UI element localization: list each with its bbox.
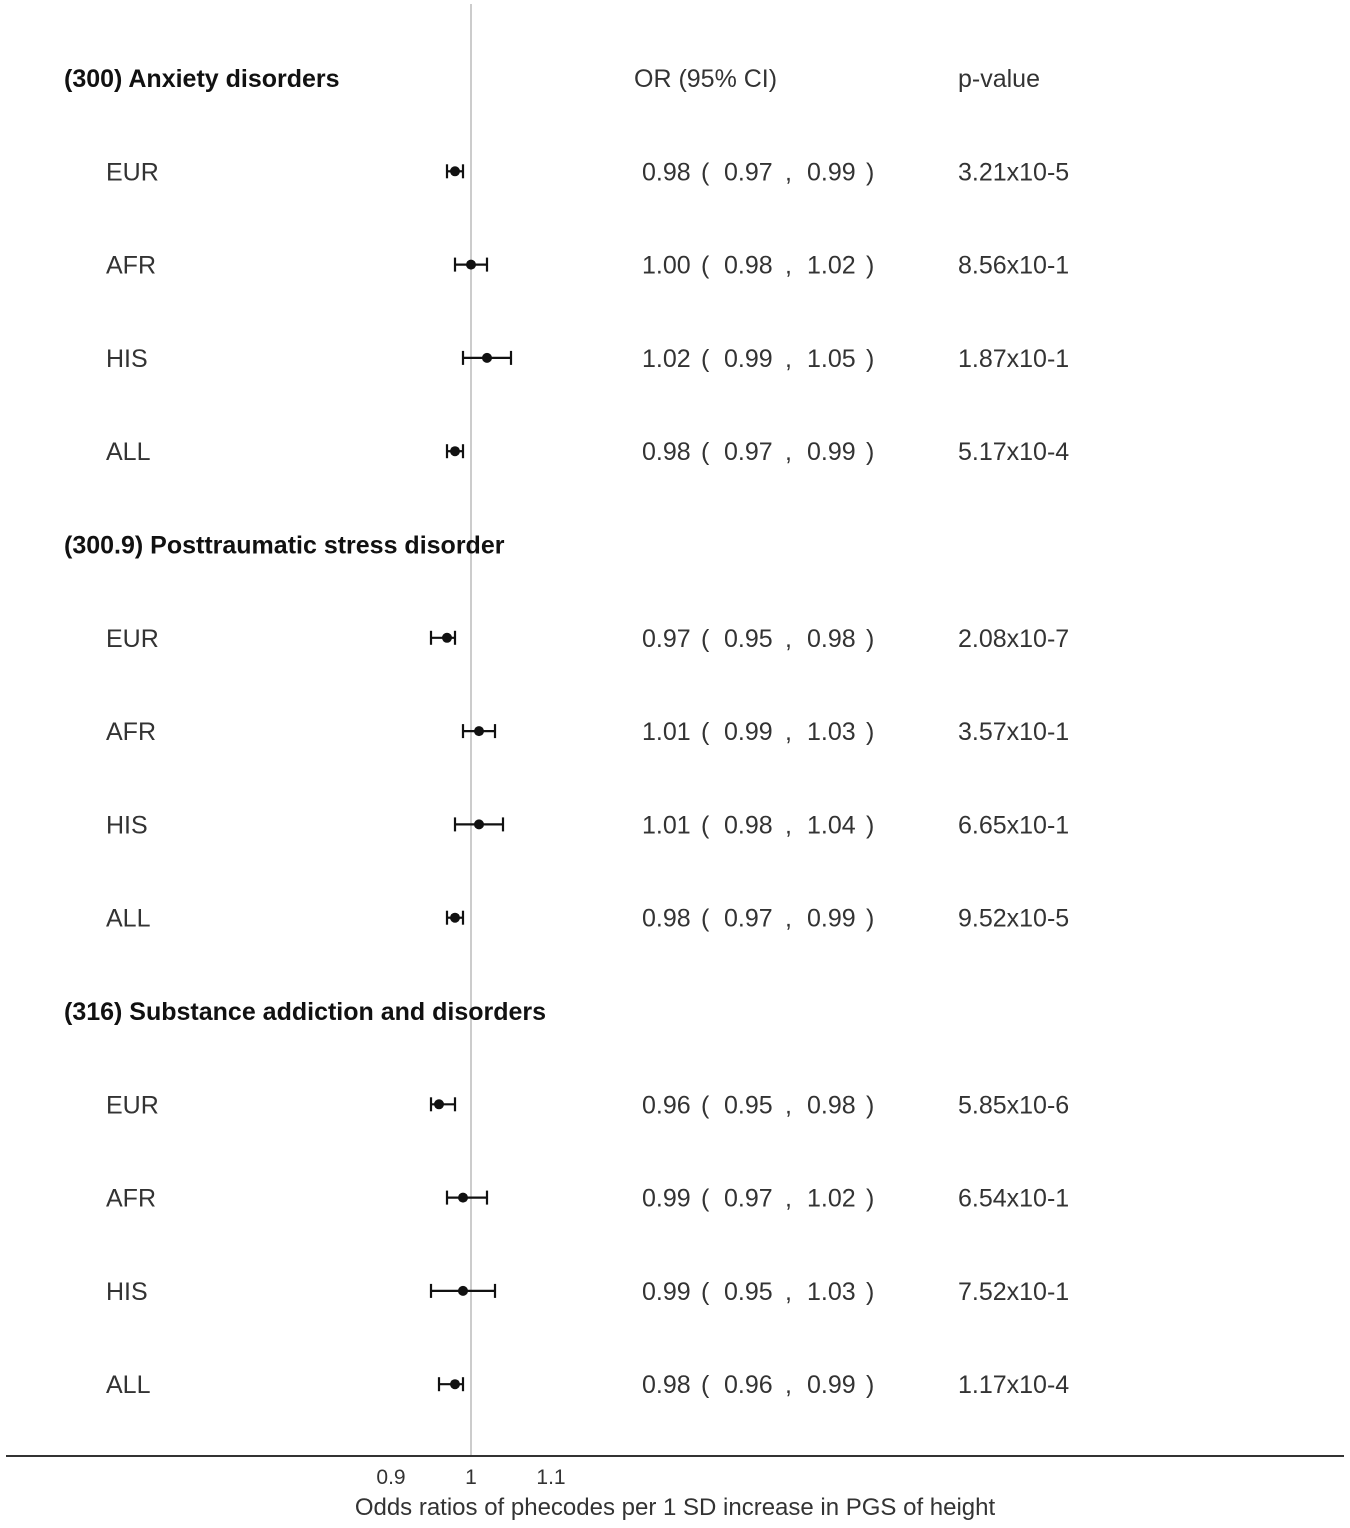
- ci-low-value: 0.98: [724, 811, 773, 840]
- ci-high-value: 1.03: [807, 718, 856, 747]
- forest-row: [106, 252, 1069, 280]
- forest-row: [106, 811, 1069, 839]
- ci-high-value: 0.99: [807, 438, 856, 467]
- x-tick-label: 0.9: [376, 1466, 406, 1489]
- row-label: ALL: [106, 904, 151, 933]
- ci-comma: ,: [785, 904, 792, 933]
- ci-close-paren: ): [866, 1371, 875, 1400]
- ci-close-paren: ): [866, 438, 875, 467]
- p-value: 5.85x10-6: [958, 1091, 1070, 1120]
- ci-open-paren: (: [701, 1371, 710, 1400]
- group-title: (300) Anxiety disorders: [64, 65, 340, 93]
- ci-high-value: 1.02: [807, 251, 856, 280]
- p-value: 2.08x10-7: [958, 624, 1070, 653]
- point-estimate: [482, 353, 492, 363]
- row-label: AFR: [106, 1184, 156, 1213]
- ci-high-value: 1.03: [807, 1277, 856, 1306]
- ci-close-paren: ): [866, 251, 875, 280]
- point-estimate: [450, 1379, 460, 1389]
- ci-close-paren: ): [866, 1277, 875, 1306]
- or-value: 1.01: [642, 718, 691, 747]
- point-estimate: [474, 819, 484, 829]
- row-label: HIS: [106, 811, 148, 840]
- or-value: 0.97: [642, 624, 691, 653]
- forest-row: [106, 1278, 1069, 1306]
- x-tick-label: 1: [465, 1466, 477, 1489]
- forest-row: [106, 345, 1069, 373]
- ci-low-value: 0.99: [724, 718, 773, 747]
- row-label: HIS: [106, 344, 148, 373]
- forest-row: [106, 1091, 1069, 1119]
- point-estimate: [442, 633, 452, 643]
- ci-high-value: 0.99: [807, 158, 856, 187]
- x-axis-label: Odds ratios of phecodes per 1 SD increase in PGS of height: [354, 1494, 996, 1521]
- ci-low-value: 0.95: [724, 1277, 773, 1306]
- ci-close-paren: ): [866, 344, 875, 373]
- ci-low-value: 0.97: [724, 1184, 773, 1213]
- group-title: (316) Substance addiction and disorders: [64, 998, 547, 1026]
- row-label: AFR: [106, 251, 156, 280]
- forest-row: [106, 1185, 1069, 1213]
- or-value: 0.98: [642, 438, 691, 467]
- ci-comma: ,: [785, 718, 792, 747]
- forest-row: [106, 1371, 1069, 1399]
- x-axis-ticks: [376, 1466, 565, 1489]
- ci-low-value: 0.97: [724, 158, 773, 187]
- ci-open-paren: (: [701, 811, 710, 840]
- ci-comma: ,: [785, 1091, 792, 1120]
- or-value: 0.99: [642, 1184, 691, 1213]
- or-value: 0.98: [642, 1371, 691, 1400]
- p-value: 3.57x10-1: [958, 718, 1070, 747]
- row-label: EUR: [106, 1091, 159, 1120]
- or-ci-header: OR (95% CI): [634, 65, 778, 93]
- or-value: 0.98: [642, 158, 691, 187]
- ci-open-paren: (: [701, 718, 710, 747]
- point-estimate: [466, 260, 476, 270]
- group-title: (300.9) Posttraumatic stress disorder: [64, 531, 505, 560]
- ci-open-paren: (: [701, 904, 710, 933]
- p-value-header: p-value: [958, 65, 1040, 93]
- forest-row: [106, 905, 1069, 933]
- p-value: 1.17x10-4: [958, 1371, 1070, 1400]
- forest-rows: [64, 65, 1069, 1399]
- p-value: 8.56x10-1: [958, 251, 1070, 280]
- ci-open-paren: (: [701, 438, 710, 467]
- ci-close-paren: ): [866, 718, 875, 747]
- ci-open-paren: (: [701, 251, 710, 280]
- ci-open-paren: (: [701, 1091, 710, 1120]
- ci-open-paren: (: [701, 624, 710, 653]
- point-estimate: [458, 1193, 468, 1203]
- p-value: 3.21x10-5: [958, 158, 1070, 187]
- or-value: 0.98: [642, 904, 691, 933]
- row-label: ALL: [106, 438, 151, 467]
- or-value: 0.96: [642, 1091, 691, 1120]
- ci-close-paren: ): [866, 1091, 875, 1120]
- ci-open-paren: (: [701, 158, 710, 187]
- ci-high-value: 0.98: [807, 1091, 856, 1120]
- ci-high-value: 0.98: [807, 624, 856, 653]
- or-value: 1.01: [642, 811, 691, 840]
- point-estimate: [450, 446, 460, 456]
- x-tick-label: 1.1: [536, 1466, 566, 1489]
- ci-comma: ,: [785, 1371, 792, 1400]
- ci-close-paren: ): [866, 158, 875, 187]
- ci-open-paren: (: [701, 1184, 710, 1213]
- p-value: 9.52x10-5: [958, 904, 1070, 933]
- ci-open-paren: (: [701, 1277, 710, 1306]
- ci-low-value: 0.95: [724, 1091, 773, 1120]
- ci-comma: ,: [785, 811, 792, 840]
- ci-comma: ,: [785, 1277, 792, 1306]
- or-value: 1.00: [642, 251, 691, 280]
- point-estimate: [450, 166, 460, 176]
- row-label: EUR: [106, 624, 159, 653]
- or-value: 1.02: [642, 344, 691, 373]
- row-label: EUR: [106, 158, 159, 187]
- ci-high-value: 1.02: [807, 1184, 856, 1213]
- point-estimate: [434, 1099, 444, 1109]
- ci-comma: ,: [785, 1184, 792, 1213]
- ci-close-paren: ): [866, 1184, 875, 1213]
- row-label: AFR: [106, 718, 156, 747]
- point-estimate: [450, 913, 460, 923]
- ci-high-value: 0.99: [807, 1371, 856, 1400]
- ci-high-value: 1.05: [807, 344, 856, 373]
- ci-comma: ,: [785, 624, 792, 653]
- ci-low-value: 0.98: [724, 251, 773, 280]
- ci-comma: ,: [785, 251, 792, 280]
- ci-low-value: 0.97: [724, 438, 773, 467]
- ci-low-value: 0.99: [724, 344, 773, 373]
- ci-low-value: 0.96: [724, 1371, 773, 1400]
- forest-row: [106, 158, 1069, 186]
- ci-low-value: 0.97: [724, 904, 773, 933]
- ci-comma: ,: [785, 344, 792, 373]
- ci-comma: ,: [785, 438, 792, 467]
- ci-high-value: 1.04: [807, 811, 856, 840]
- ci-close-paren: ): [866, 624, 875, 653]
- ci-open-paren: (: [701, 344, 710, 373]
- forest-row: [106, 438, 1069, 466]
- point-estimate: [474, 726, 484, 736]
- row-label: ALL: [106, 1371, 151, 1400]
- or-value: 0.99: [642, 1277, 691, 1306]
- p-value: 6.54x10-1: [958, 1184, 1070, 1213]
- p-value: 6.65x10-1: [958, 811, 1070, 840]
- point-estimate: [458, 1286, 468, 1296]
- ci-comma: ,: [785, 158, 792, 187]
- p-value: 1.87x10-1: [958, 344, 1070, 373]
- ci-close-paren: ): [866, 811, 875, 840]
- ci-low-value: 0.95: [724, 624, 773, 653]
- p-value: 7.52x10-1: [958, 1277, 1070, 1306]
- ci-high-value: 0.99: [807, 904, 856, 933]
- forest-row: [106, 625, 1069, 653]
- p-value: 5.17x10-4: [958, 438, 1070, 467]
- ci-close-paren: ): [866, 904, 875, 933]
- row-label: HIS: [106, 1277, 148, 1306]
- forest-row: [106, 718, 1069, 746]
